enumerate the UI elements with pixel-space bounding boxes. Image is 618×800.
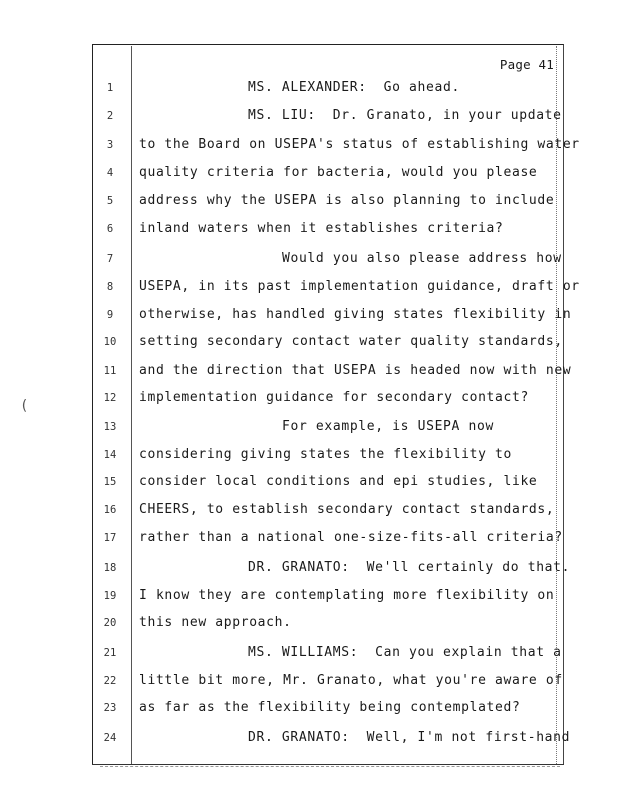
line-text: implementation guidance for secondary contact?: [139, 390, 529, 405]
transcript-line: [0, 363, 618, 383]
line-number: 20: [103, 617, 117, 629]
line-number: 19: [103, 590, 117, 602]
transcript-line: [0, 137, 618, 157]
bottom-rule: [92, 764, 564, 765]
line-number: 23: [103, 702, 117, 714]
line-text: setting secondary contact water quality standards,: [139, 334, 563, 349]
line-number: 16: [103, 504, 117, 516]
transcript-line: [0, 221, 618, 241]
transcript-line: [0, 530, 618, 550]
line-text: and the direction that USEPA is headed now with new: [139, 363, 572, 378]
line-text: address why the USEPA is also planning to include: [139, 193, 555, 208]
line-text: USEPA, in its past implementation guidance, draft or: [139, 279, 580, 294]
line-number: 13: [103, 421, 117, 433]
line-text: DR. GRANATO: Well, I'm not first-hand: [248, 730, 571, 745]
transcript-line: [0, 673, 618, 693]
page-number: Page 41: [499, 57, 554, 72]
line-text: considering giving states the flexibility to: [139, 447, 512, 462]
line-text: MS. LIU: Dr. Granato, in your update: [248, 108, 562, 123]
transcript-line: [0, 588, 618, 608]
line-number: 10: [103, 336, 117, 348]
line-text: MS. WILLIAMS: Can you explain that a: [248, 645, 562, 660]
transcript-line: [0, 390, 618, 410]
line-text: this new approach.: [139, 615, 292, 630]
line-number: 22: [103, 675, 117, 687]
line-number: 1: [106, 82, 114, 94]
transcript-line: [0, 165, 618, 185]
transcript-line: [0, 108, 618, 128]
line-text: consider local conditions and epi studies, like: [139, 474, 538, 489]
line-number: 4: [106, 167, 114, 179]
transcript-line: [0, 334, 618, 354]
line-number: 18: [103, 562, 117, 574]
transcript-line: [0, 700, 618, 720]
transcript-line: [0, 193, 618, 213]
transcript-line: [0, 80, 618, 100]
line-number: 24: [103, 732, 117, 744]
line-text: I know they are contemplating more flexibility on: [139, 588, 555, 603]
line-number: 6: [106, 223, 114, 235]
transcript-line: [0, 645, 618, 665]
line-number: 9: [106, 309, 114, 321]
line-number: 17: [103, 532, 117, 544]
line-text: rather than a national one-size-fits-all criteria?: [139, 530, 563, 545]
line-number: 8: [106, 281, 114, 293]
line-text: MS. ALEXANDER: Go ahead.: [248, 80, 460, 95]
line-text: to the Board on USEPA's status of establishing water: [139, 137, 580, 152]
transcript-line: [0, 730, 618, 750]
transcript-line: [0, 251, 618, 271]
line-number: 21: [103, 647, 117, 659]
transcript-line: [0, 560, 618, 580]
line-number: 7: [106, 253, 114, 265]
transcript-line: [0, 615, 618, 635]
line-text: For example, is USEPA now: [282, 419, 494, 434]
scan-smudge-mark: (: [20, 398, 29, 414]
line-number: 3: [106, 139, 114, 151]
line-number: 14: [103, 449, 117, 461]
transcript-line: [0, 419, 618, 439]
scan-noise-line: [100, 766, 560, 771]
line-number: 15: [103, 476, 117, 488]
transcript-line: [0, 279, 618, 299]
line-text: CHEERS, to establish secondary contact standards,: [139, 502, 555, 517]
line-number: 12: [103, 392, 117, 404]
line-text: as far as the flexibility being contemplated?: [139, 700, 521, 715]
transcript-line: [0, 307, 618, 327]
line-text: DR. GRANATO: We'll certainly do that.: [248, 560, 571, 575]
transcript-line: [0, 447, 618, 467]
line-number: 5: [106, 195, 114, 207]
transcript-line: [0, 502, 618, 522]
line-text: otherwise, has handled giving states flexibility in: [139, 307, 572, 322]
line-number: 11: [103, 365, 117, 377]
line-text: quality criteria for bacteria, would you please: [139, 165, 538, 180]
line-number: 2: [106, 110, 114, 122]
line-text: little bit more, Mr. Granato, what you're aware of: [139, 673, 563, 688]
line-text: Would you also please address how: [282, 251, 562, 266]
transcript-line: [0, 474, 618, 494]
line-text: inland waters when it establishes criteria?: [139, 221, 504, 236]
